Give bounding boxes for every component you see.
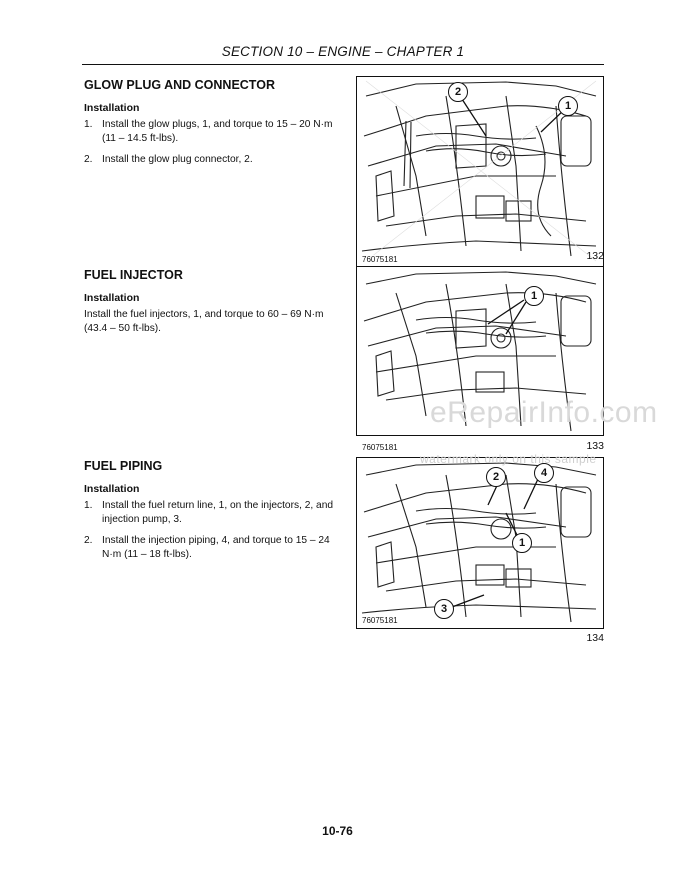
section-title: FUEL PIPING	[84, 459, 163, 473]
step	[84, 499, 334, 526]
callout-marker: 2	[448, 82, 468, 102]
figure-part-id: 76075181	[362, 255, 398, 264]
callout-marker: 1	[512, 533, 532, 553]
callout-marker: 2	[486, 467, 506, 487]
step-text: Install the glow plugs, 1, and torque to 15 – 20 N·m (11 – 14.5 ft-lbs).	[102, 119, 333, 144]
step	[84, 118, 334, 145]
subsection-title: Installation	[84, 292, 140, 304]
section-title: GLOW PLUG AND CONNECTOR	[84, 78, 275, 92]
figure-number: 132	[586, 250, 604, 262]
engine-line-drawing	[356, 457, 604, 629]
engine-illustration-glow-plug	[356, 76, 604, 268]
step	[84, 153, 334, 167]
step	[84, 534, 334, 561]
step-number: 1.	[84, 500, 93, 511]
engine-illustration-fuel-piping	[356, 457, 604, 629]
step-number: 2.	[84, 535, 93, 546]
section-fuel-piping	[84, 459, 334, 569]
callout-marker: 4	[534, 463, 554, 483]
callout-marker: 1	[558, 96, 578, 116]
step-text: Install the fuel return line, 1, on the injectors, 2, and injection pump, 3.	[102, 500, 334, 525]
subsection-title: Installation	[84, 102, 140, 114]
page-number: 10-76	[322, 824, 353, 838]
figure-number: 134	[586, 632, 604, 644]
step-number: 2.	[84, 154, 93, 165]
callout-marker: 1	[524, 286, 544, 306]
watermark-note: watermark only on this sample	[420, 452, 597, 466]
figure-number: 133	[586, 440, 604, 452]
header-rule	[82, 64, 604, 65]
instruction-text: Install the fuel injectors, 1, and torque to 60 – 69 N·m (43.4 – 50 ft-lbs).	[84, 309, 324, 334]
section-glow-plug	[84, 78, 334, 175]
watermark-site: eRepairInfo.com	[430, 396, 658, 429]
step-text: Install the injection piping, 4, and torque to 15 – 24 N·m (11 – 18 ft-lbs).	[102, 535, 330, 560]
step-text: Install the glow plug connector, 2.	[102, 154, 253, 165]
callout-marker: 3	[434, 599, 454, 619]
section-title: FUEL INJECTOR	[84, 268, 183, 282]
section-header: SECTION 10 – ENGINE – CHAPTER 1	[221, 44, 465, 59]
figure-part-id: 76075181	[362, 616, 398, 625]
step-number: 1.	[84, 119, 93, 130]
subsection-title: Installation	[84, 483, 140, 495]
figure-part-id: 76075181	[362, 443, 398, 452]
section-fuel-injector	[84, 268, 334, 335]
